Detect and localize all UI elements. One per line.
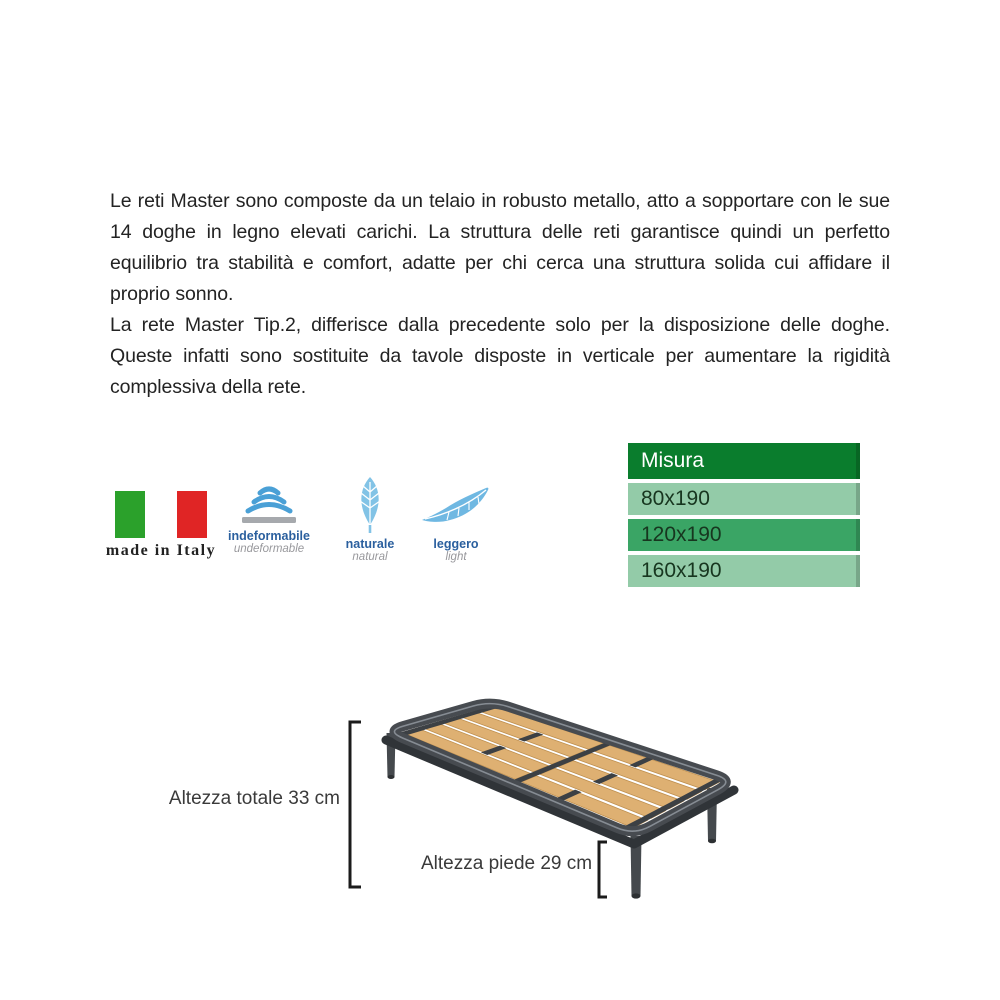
leggero-badge	[412, 483, 500, 563]
size-table-header: Misura	[628, 443, 860, 479]
foot-height-label: Altezza piede 29 cm	[421, 853, 593, 874]
indeformabile-badge	[220, 480, 318, 555]
leaf-icon	[328, 476, 412, 534]
elastic-waves-icon	[220, 480, 318, 526]
flag-white-stripe	[145, 491, 177, 538]
size-row-120x190: 120x190	[628, 519, 860, 551]
flag-green-stripe	[115, 491, 145, 538]
indeformabile-label: indeformabile	[228, 529, 310, 543]
description-text	[110, 186, 890, 403]
description-paragraph-1: Le reti Master sono composte da un telaio in robusto metallo, atto a sopportare con le sue 14 doghe in legno elevati carichi. La struttura delle reti garantisce quindi un perfetto equilibrio tra stabilità e comfort, adatte per chi cerca una struttura solida cui affidare il proprio sonno.	[110, 190, 890, 305]
naturale-badge	[328, 476, 412, 563]
feather-icon	[412, 483, 500, 525]
total-height-label: Altezza totale 33 cm	[168, 788, 340, 809]
naturale-label: naturale	[345, 537, 395, 551]
made-in-italy-badge	[105, 491, 217, 560]
total-height-bracket	[350, 722, 361, 887]
italian-flag-icon	[115, 491, 207, 538]
light-sublabel: light	[445, 551, 467, 563]
flag-red-stripe	[177, 491, 207, 538]
foot-height-bracket	[599, 842, 607, 897]
size-row-160x190: 160x190	[628, 555, 860, 587]
undeformable-sublabel: undeformable	[233, 543, 305, 555]
size-row-80x190: 80x190	[628, 483, 860, 515]
size-table	[628, 443, 860, 587]
made-in-italy-label: made in Italy	[105, 542, 217, 559]
natural-sublabel: natural	[352, 551, 388, 563]
leggero-label: leggero	[433, 537, 479, 551]
description-paragraph-2: La rete Master Tip.2, differisce dalla precedente solo per la disposizione delle doghe. Queste infatti sono sostituite da tavole disposte in verticale per aumentare la rigidità complessiva della rete.	[110, 314, 890, 398]
